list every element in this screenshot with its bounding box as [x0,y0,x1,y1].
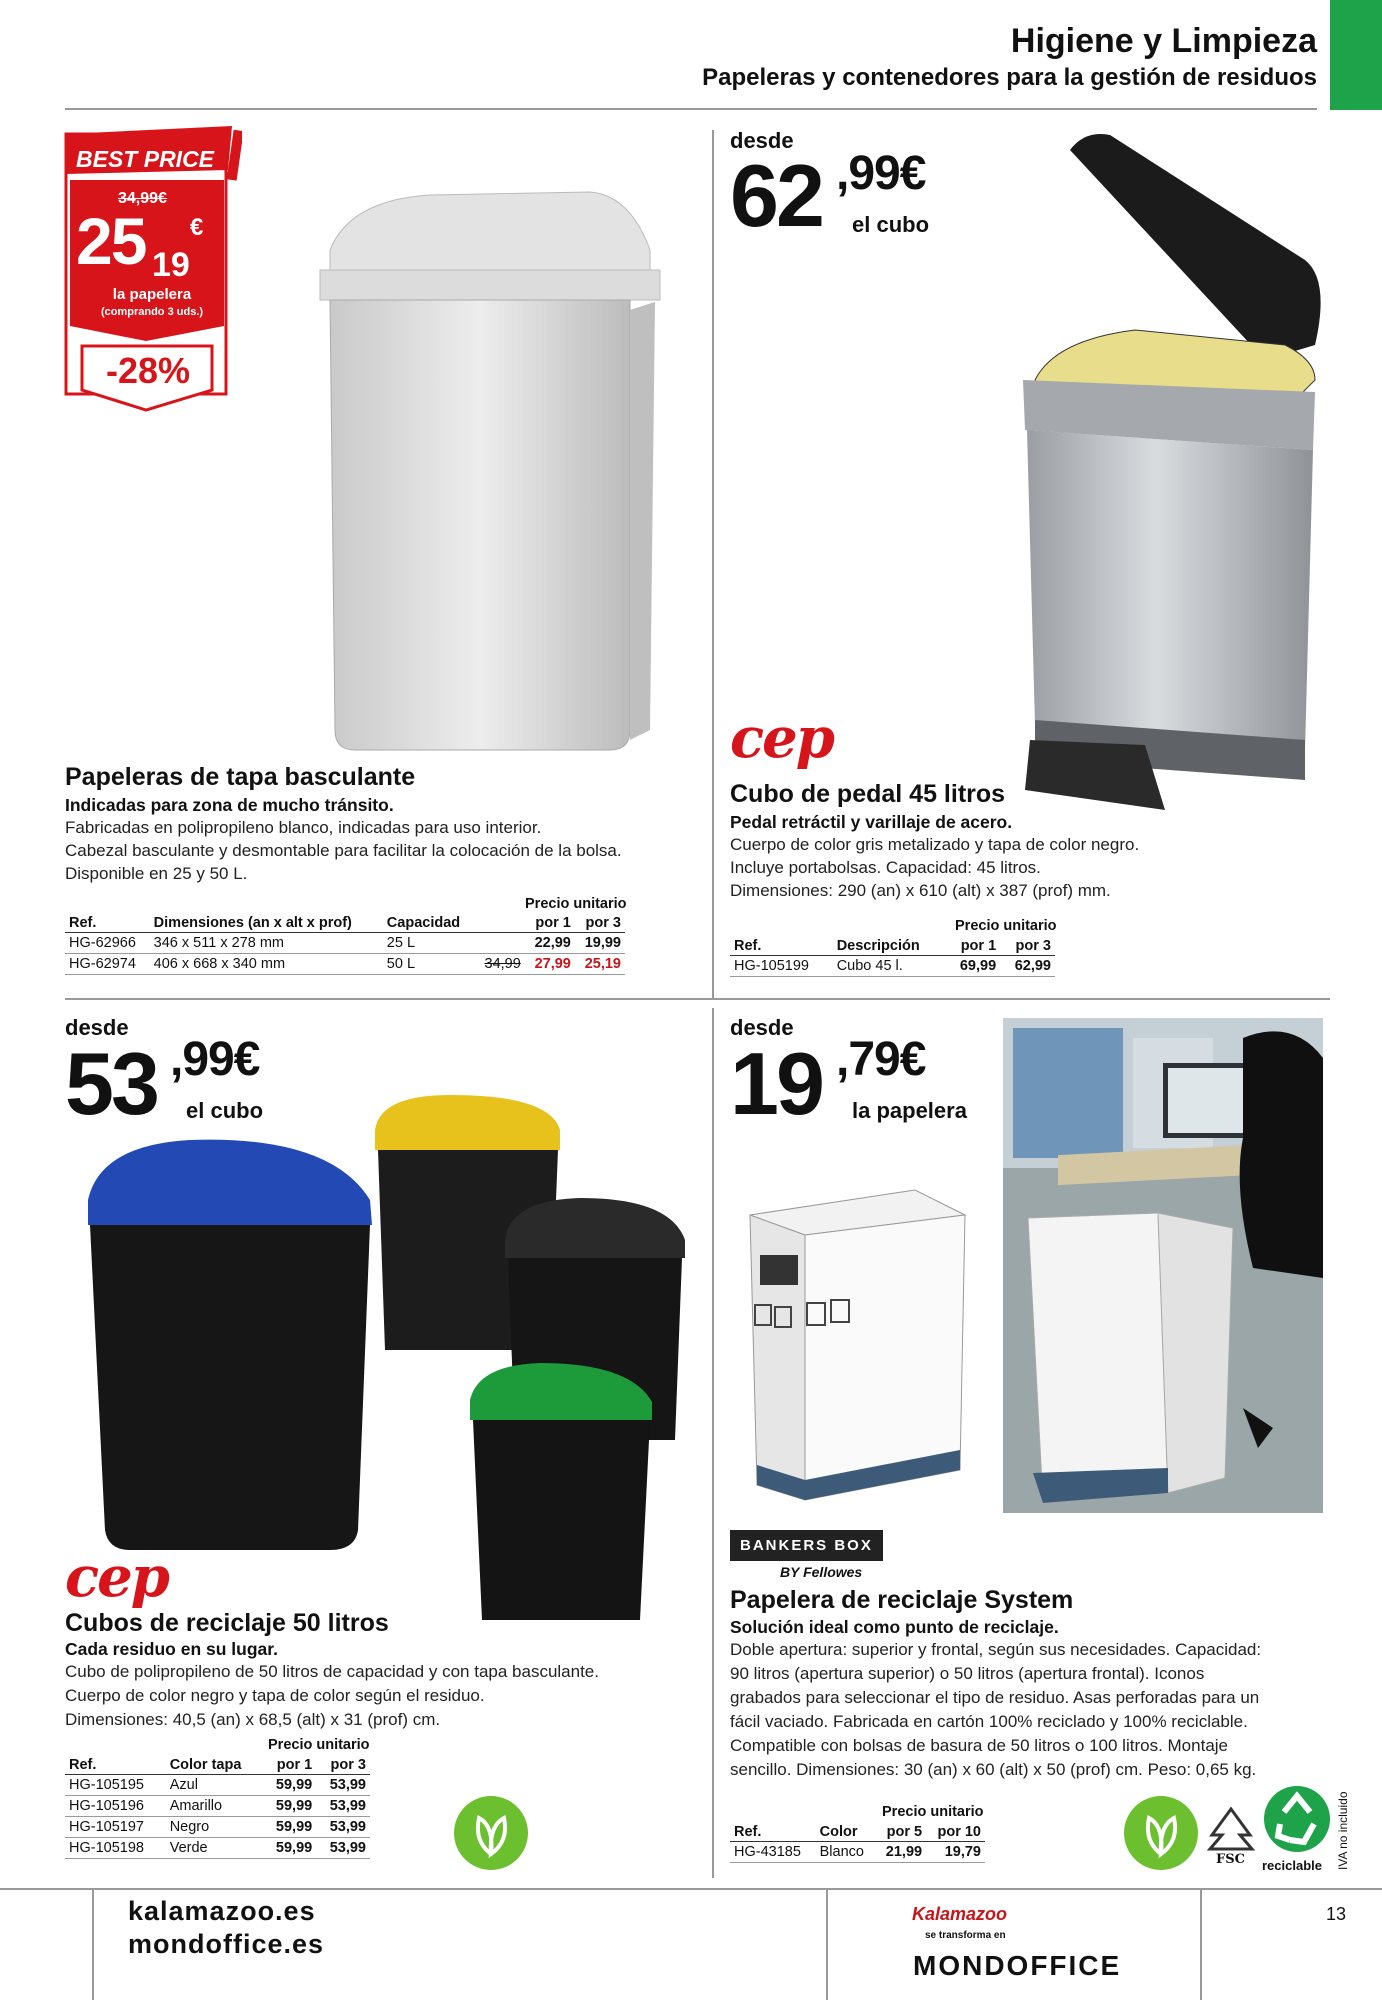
cell-price-3: 53,99 [316,1838,370,1859]
cell-ref: HG-105199 [730,956,833,977]
cardboard-recycling-bin-image [745,1185,970,1505]
page-subtitle: Papeleras y contenedores para la gestión de residuos [702,64,1317,91]
product-desc-line: 90 litros (apertura superior) o 50 litros (apertura frontal). Iconos [730,1664,1205,1683]
eco-leaf-icon [1124,1796,1198,1870]
product-table [65,1756,370,1859]
badge-discount: -28% [105,350,191,391]
col-header: por 1 [262,1756,316,1775]
cell-price-1: 59,99 [262,1838,316,1859]
price-header: Precio unitario [882,1804,984,1820]
pedal-bin-image [1015,130,1335,830]
cell-capacity: 25 L [383,933,475,954]
best-price-label: BEST PRICE [76,146,215,172]
col-header: por 3 [1000,937,1055,956]
badge-unit: la papelera [112,286,192,303]
cell-price-3: 53,99 [316,1817,370,1838]
product-table [730,937,1055,977]
office-scene-photo [1003,1018,1323,1513]
badge-price-dec: 19 [152,246,190,284]
cell-price-1: 27,99 [525,954,575,975]
vat-note: IVA no incluido [1336,1791,1350,1870]
col-header: por 3 [316,1756,370,1775]
col-header: Ref. [730,937,833,956]
price-header: Precio unitario [268,1737,370,1753]
badge-price-int: 25 [76,204,146,278]
price-unit: el cubo [186,1098,264,1123]
product-subtitle: Indicadas para zona de mucho tránsito. [65,795,394,815]
cell-ref: HG-105197 [65,1817,166,1838]
col-header: Ref. [65,1756,166,1775]
col-header: Ref. [65,914,150,933]
product-desc-line: grabados para seleccionar el tipo de residuo. Asas perforadas para un [730,1688,1260,1707]
page-title: Higiene y Limpieza [1010,22,1317,60]
logo-tagline: se transforma en [925,1930,1006,1941]
kalamazoo-logo: Kalamazoo [912,1904,1008,1924]
cell-capacity: 50 L [383,954,475,975]
col-header: por 1 [945,937,1000,956]
col-header [475,914,525,933]
cell-price-1: 59,99 [262,1817,316,1838]
cell-description: Cubo 45 l. [833,956,946,977]
price-decimal: ,79€ [836,1033,926,1086]
cell-color: Azul [166,1775,263,1796]
product-desc-line: Dimensiones: 40,5 (an) x 68,5 (alt) x 31 (prof) cm. [65,1710,441,1729]
product-desc-line: Disponible en 25 y 50 L. [65,864,248,883]
column-divider-top [712,130,714,1000]
cell-price-10: 19,79 [926,1842,985,1863]
cell-color: Negro [166,1817,263,1838]
row-divider [65,998,1330,1000]
col-header: por 5 [875,1823,926,1842]
cell-price-3: 62,99 [1000,956,1055,977]
price-decimal: ,99€ [836,147,926,200]
product-desc-line: Cuerpo de color gris metalizado y tapa de color negro. [730,835,1140,854]
product-subtitle: Pedal retráctil y varillaje de acero. [730,812,1013,832]
cell-ref: HG-62974 [65,954,150,975]
section-color-tab [1330,0,1382,110]
cell-dimensions: 346 x 511 x 278 mm [150,933,383,954]
product-table [65,914,625,975]
table-row [65,1796,370,1817]
white-swing-bin-image [310,190,670,760]
product-desc-line: fácil vaciado. Fabricada en cartón 100% reciclado y 100% reciclable. [730,1712,1248,1731]
footer-divider-left [92,1888,94,2000]
footer-link-mondoffice[interactable]: mondoffice.es [128,1929,325,1959]
price-from-label: desde [65,1015,129,1040]
cell-color: Amarillo [166,1796,263,1817]
footer-divider-mid [826,1888,828,2000]
col-header: Ref. [730,1823,816,1842]
price-unit: el cubo [852,212,930,237]
price-integer: 19 [730,1034,822,1133]
product-desc-line: Cuerpo de color negro y tapa de color según el residuo. [65,1686,485,1705]
cell-price-1: 69,99 [945,956,1000,977]
product-desc-line: sencillo. Dimensiones: 30 (an) x 60 (alt) x 50 (prof) cm. Peso: 0,65 kg. [730,1760,1257,1779]
footer-divider-right [1200,1888,1202,2000]
product-desc-line: Cabezal basculante y desmontable para facilitar la colocación de la bolsa. [65,841,622,860]
cell-price-3: 53,99 [316,1796,370,1817]
product-title: Cubos de reciclaje 50 litros [65,1609,389,1637]
price-unit: la papelera [852,1098,967,1123]
cell-old-price [475,933,525,954]
cell-price-1: 59,99 [262,1775,316,1796]
cep-logo: cep [65,1544,168,1610]
product-subtitle: Solución ideal como punto de reciclaje. [730,1617,1059,1637]
table-row [730,956,1055,977]
price-header: Precio unitario [955,918,1057,934]
cell-color: Blanco [816,1842,876,1863]
cell-old-price: 34,99 [475,954,525,975]
cell-ref: HG-105195 [65,1775,166,1796]
cell-price-5: 21,99 [875,1842,926,1863]
col-header: Color tapa [166,1756,263,1775]
col-header: Dimensiones (an x alt x prof) [150,914,383,933]
col-header: por 1 [525,914,575,933]
cep-logo: cep [730,705,833,771]
badge-currency: € [190,214,204,241]
badge-condition: (comprando 3 uds.) [100,306,204,318]
product-table [730,1823,985,1863]
table-row [65,1838,370,1859]
cell-price-3: 19,99 [575,933,625,954]
product-desc-line: Doble apertura: superior y frontal, según sus necesidades. Capacidad: [730,1640,1262,1659]
col-header: por 10 [926,1823,985,1842]
column-divider-bottom [712,1008,714,1878]
badge-old-price: 34,99€ [118,190,167,207]
footer-divider [0,1888,1382,1890]
price-from-label: desde [730,128,794,153]
product-desc-line: Fabricadas en polipropileno blanco, indicadas para uso interior. [65,818,542,837]
col-header: Capacidad [383,914,475,933]
table-row [65,1817,370,1838]
table-row [65,1775,370,1796]
product-desc-line: Incluye portabolsas. Capacidad: 45 litros. [730,858,1041,877]
recyclable-label: reciclable [1262,1858,1322,1873]
footer-link-kalamazoo[interactable]: kalamazoo.es [128,1896,316,1926]
fsc-label: FSC [1216,1852,1245,1867]
mondoffice-logo: MONDOFFICE [913,1950,1122,1981]
col-header: Descripción [833,937,946,956]
table-row [730,1842,985,1863]
cell-color: Verde [166,1838,263,1859]
col-header: por 3 [575,914,625,933]
eco-leaf-icon [454,1796,528,1870]
cell-price-3: 53,99 [316,1775,370,1796]
price-integer: 53 [65,1034,157,1133]
product-desc-line: Dimensiones: 290 (an) x 610 (alt) x 387 (prof) mm. [730,881,1111,900]
page-number: 13 [1326,1904,1347,1924]
col-header: Color [816,1823,876,1842]
product-title: Papelera de reciclaje System [730,1586,1074,1614]
cell-ref: HG-43185 [730,1842,816,1863]
price-decimal: ,99€ [170,1033,260,1086]
cell-ref: HG-62966 [65,933,150,954]
price-header: Precio unitario [525,896,627,912]
header-divider [65,108,1317,110]
table-row [65,954,625,975]
fellowes-logo: BY Fellowes [780,1564,863,1580]
cell-price-1: 59,99 [262,1796,316,1817]
cell-ref: HG-105198 [65,1838,166,1859]
table-row [65,933,625,954]
cell-price-1: 22,99 [525,933,575,954]
price-integer: 62 [730,146,822,245]
product-desc-line: Cubo de polipropileno de 50 litros de capacidad y con tapa basculante. [65,1662,599,1681]
bankers-box-logo: BANKERS BOX [730,1530,883,1561]
cell-price-3: 25,19 [575,954,625,975]
cell-ref: HG-105196 [65,1796,166,1817]
product-subtitle: Cada residuo en su lugar. [65,1639,278,1659]
cell-dimensions: 406 x 668 x 340 mm [150,954,383,975]
recycling-bins-image [80,1090,700,1630]
price-from-label: desde [730,1015,794,1040]
product-title: Cubo de pedal 45 litros [730,780,1006,808]
product-desc-line: Compatible con bolsas de basura de 50 litros o 100 litros. Montaje [730,1736,1229,1755]
recycle-icon [1262,1784,1332,1854]
product-title: Papeleras de tapa basculante [65,763,416,791]
